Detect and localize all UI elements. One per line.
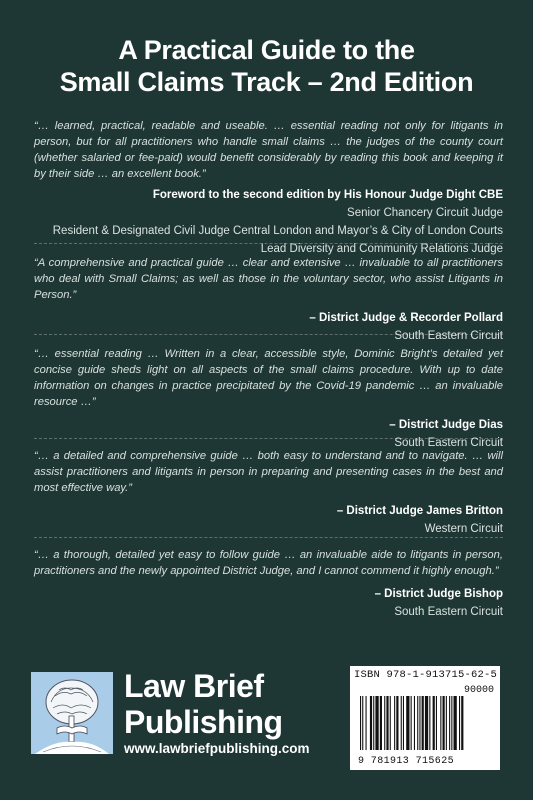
reviewer-role: South Eastern Circuit [394,606,503,618]
review-quote: “A comprehensive and practical guide … clear and extensive … invaluable to all practitioners who deal with Small Claims; as well as those in the voluntary sector, who assist Litigants in Person.” [34,257,503,301]
isbn-label: ISBN 978-1-913715-62-5 [354,669,498,681]
review-3 [34,346,503,452]
review-attribution [34,309,503,345]
publisher-url: www.lawbriefpublishing.com [124,741,310,756]
reviewer-name: – District Judge & Recorder Pollard [309,312,503,324]
review-4 [34,448,503,538]
reviewer-role: South Eastern Circuit [394,330,503,342]
review-attribution [34,186,503,258]
review-quote: “… a thorough, detailed yet easy to follow guide … an invaluable aide to litigants in person, practitioners and the newly appointed District Judge, and I cannot commend it highly enough.” [34,549,503,577]
reviewer-role: Resident & Designated Civil Judge Central London and Mayor’s & City of London Courts [52,225,503,237]
book-title-line-2: Small Claims Track – 2nd Edition [59,67,474,97]
book-title-line-1: A Practical Guide to the [118,35,415,65]
review-attribution [34,502,503,538]
price-code: 90000 [463,685,494,696]
review-quote: “… essential reading … Written in a clear, accessible style, Dominic Bright’s detailed yet concise guide sheds light on all aspects of the small claims procedure. With up to date information on changes in practice precipitated by the Covid-19 pandemic … an invaluable resource …” [34,348,503,408]
reviewer-role: Lead Diversity and Community Relations Judge [260,243,503,255]
divider [34,334,503,335]
divider [34,243,503,244]
review-attribution [34,585,503,621]
review-2 [34,255,503,345]
publisher-name-line-1: Law Brief [124,668,264,704]
review-1 [34,118,503,258]
reviewer-name: Foreword to the second edition by His Honour Judge Dight CBE [152,189,503,201]
review-5 [34,547,503,621]
review-attribution [34,416,503,452]
reviewer-name: – District Judge Bishop [374,588,503,600]
reviewer-role: Western Circuit [424,523,503,535]
reviewer-role: South Eastern Circuit [394,437,503,449]
reviewer-role: Senior Chancery Circuit Judge [347,207,503,219]
book-title [0,34,533,98]
isbn-barcode [350,666,500,770]
publisher-logo [31,672,113,754]
publisher-name [124,668,283,740]
reviewer-name: – District Judge Dias [389,419,503,431]
divider [34,438,503,439]
tree-logo-icon [31,672,113,754]
review-quote: “… a detailed and comprehensive guide … both easy to understand and to navigate. … will assist practitioners and litigants in person in preparing and presenting cases in the best and most effective way.” [34,450,503,494]
publisher-name-line-2: Publishing [124,704,283,740]
ean-digits: 9 781913 715625 [358,756,455,767]
review-quote: “… learned, practical, readable and useable. … essential reading not only for litigants in person, but for all practitioners who handle small claims … the judges of the county court (whether salaried or fee-paid) would benefit considerably by reading this book and keeping it by their side … an excellent book.” [34,120,503,180]
barcode-bars [358,696,492,752]
reviewer-name: – District Judge James Britton [336,505,503,517]
divider [34,537,503,538]
